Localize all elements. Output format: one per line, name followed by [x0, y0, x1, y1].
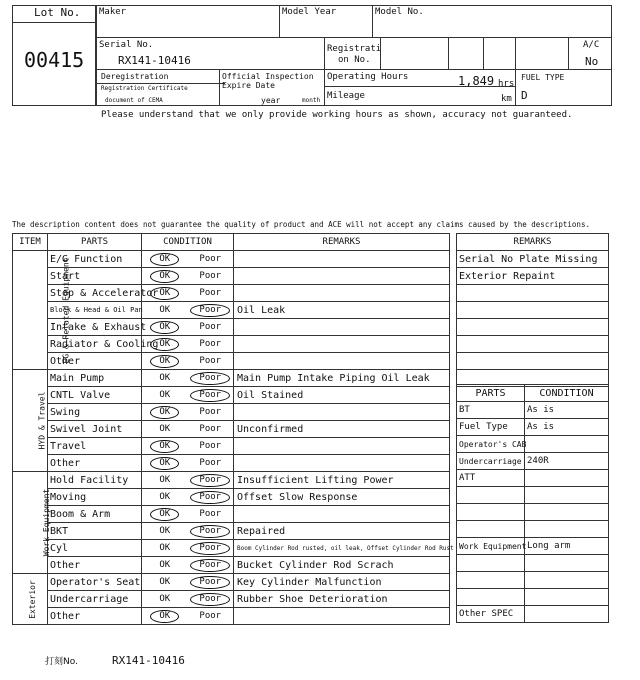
condition-row [13, 251, 450, 268]
item-group-name: Work Equipment [42, 488, 52, 557]
condition-row [13, 455, 450, 472]
parts-row [457, 487, 609, 504]
part-name: Other [48, 353, 142, 370]
remark-text: Insufficient Lifting Power [234, 472, 450, 489]
parts-header: PARTS [48, 234, 142, 251]
remark-text: Boom Cylinder Rod rusted, oil leak, Offset Cylinder Rod Rust [234, 540, 450, 557]
ok-option: OK [159, 559, 171, 570]
condition-row [13, 472, 450, 489]
ok-option: OK [159, 423, 171, 434]
ok-option: OK [159, 593, 171, 604]
condition-row [13, 285, 450, 302]
parts-row [457, 572, 609, 589]
part-name: Swivel Joint [48, 421, 142, 438]
remarks-table [456, 233, 609, 387]
remark-text: Offset Slow Response [234, 489, 450, 506]
parts-name-cell [457, 521, 525, 538]
parts-name-cell: Fuel Type [457, 419, 525, 436]
parts-condition-cell [525, 487, 609, 504]
ok-cell [142, 608, 188, 625]
part-name: Other [48, 455, 142, 472]
condition-row [13, 540, 450, 557]
mileage-label: Mileage [327, 91, 365, 101]
ok-cell [142, 472, 188, 489]
deregistration-label: Deregistration [101, 72, 169, 81]
remark-text [234, 438, 450, 455]
remark-text [234, 251, 450, 268]
condition-row [13, 404, 450, 421]
working-hours-note: Please understand that we only provide working hours as shown, accuracy not guaranteed. [101, 110, 573, 120]
remarks-cell: Serial No Plate Missing [457, 251, 609, 268]
part-name: Operator's Seat [48, 574, 142, 591]
condition-row [13, 370, 450, 387]
poor-option: Poor [199, 321, 222, 332]
parts-table [456, 384, 609, 623]
poor-cell [188, 438, 234, 455]
remarks-cell [457, 302, 609, 319]
condition-row [13, 268, 450, 285]
ok-cell [142, 387, 188, 404]
item-group-label [13, 370, 48, 472]
poor-circled: Poor [190, 593, 230, 606]
parts-name-cell: ATT [457, 470, 525, 487]
condition-table [12, 233, 454, 625]
condition-row [13, 557, 450, 574]
ok-cell [142, 251, 188, 268]
remarks-row [457, 251, 609, 268]
ok-option: OK [159, 525, 171, 536]
ok-cell [142, 557, 188, 574]
registration-no-label-line2: on No. [338, 55, 371, 65]
poor-cell [188, 251, 234, 268]
remark-text: Repaired [234, 523, 450, 540]
remarks-header: REMARKS [234, 234, 450, 251]
serial-no-value: RX141-10416 [118, 54, 191, 67]
serial-no-label: Serial No. [99, 40, 154, 50]
condition-table-header [13, 234, 450, 251]
ok-circled: OK [150, 610, 179, 623]
poor-cell [188, 608, 234, 625]
remark-text [234, 608, 450, 625]
poor-circled: Poor [190, 474, 230, 487]
ok-cell [142, 574, 188, 591]
condition-row [13, 302, 450, 319]
ok-option: OK [159, 542, 171, 553]
poor-cell [188, 370, 234, 387]
remarks-row [457, 285, 609, 302]
condition-row [13, 353, 450, 370]
parts-table-condition-header: CONDITION [525, 385, 609, 402]
poor-cell [188, 489, 234, 506]
disclaimer-text: The description content does not guarantee the quality of product and ACE will not accept any claims caused by the descriptions. [12, 220, 590, 229]
part-name: Undercarriage [48, 591, 142, 608]
parts-row [457, 538, 609, 555]
poor-circled: Poor [190, 576, 230, 589]
parts-table-parts-header: PARTS [457, 385, 525, 402]
parts-row [457, 402, 609, 419]
ok-cell [142, 370, 188, 387]
poor-option: Poor [199, 423, 222, 434]
part-name: Hold Facility [48, 472, 142, 489]
item-group-name: Exterior [27, 579, 37, 619]
condition-row [13, 387, 450, 404]
item-group-label [13, 574, 48, 625]
ok-option: OK [159, 491, 171, 502]
poor-cell [188, 421, 234, 438]
remarks-cell: Exterior Repaint [457, 268, 609, 285]
part-name: Cyl [48, 540, 142, 557]
condition-row [13, 608, 450, 625]
operating-hours-label: Operating Hours [327, 72, 409, 82]
parts-row [457, 453, 609, 470]
ac-value: No [585, 55, 599, 68]
ok-cell [142, 591, 188, 608]
part-name: Main Pump [48, 370, 142, 387]
condition-row [13, 319, 450, 336]
poor-cell [188, 540, 234, 557]
ok-circled: OK [150, 508, 179, 521]
poor-circled: Poor [190, 542, 230, 555]
condition-row [13, 421, 450, 438]
km-unit: km [501, 94, 512, 104]
remark-text: Oil Leak [234, 302, 450, 319]
remarks-cell [457, 285, 609, 302]
poor-option: Poor [199, 406, 222, 417]
remarks-row [457, 353, 609, 370]
poor-cell [188, 472, 234, 489]
item-group-name: EG & Related Equipment [61, 257, 71, 363]
parts-name-cell [457, 487, 525, 504]
year-label: year [261, 96, 281, 105]
parts-row [457, 555, 609, 572]
parts-name-cell: Work Equipment [457, 538, 525, 555]
remark-text: Oil Stained [234, 387, 450, 404]
poor-cell [188, 268, 234, 285]
poor-cell [188, 591, 234, 608]
ok-cell [142, 506, 188, 523]
official-inspection-label: Official Inspection [222, 72, 314, 81]
parts-row [457, 504, 609, 521]
ok-cell [142, 421, 188, 438]
poor-option: Poor [199, 457, 222, 468]
operating-hours-value: 1,849 [458, 74, 495, 88]
registration-certificate-label: Registration Certificate [101, 85, 188, 92]
remark-text [234, 319, 450, 336]
parts-condition-cell [525, 504, 609, 521]
poor-option: Poor [199, 440, 222, 451]
parts-name-cell: Undercarriage [457, 453, 525, 470]
parts-condition-cell [525, 436, 609, 453]
parts-condition-cell: Long arm [525, 538, 609, 555]
poor-circled: Poor [190, 372, 230, 385]
ok-cell [142, 489, 188, 506]
part-name: Other [48, 557, 142, 574]
part-name: E/G Function [48, 251, 142, 268]
parts-row [457, 470, 609, 487]
stamp-no-value: RX141-10416 [112, 654, 185, 667]
ok-cell [142, 540, 188, 557]
parts-row [457, 436, 609, 453]
maker-label: Maker [99, 7, 127, 17]
poor-cell [188, 319, 234, 336]
item-header: ITEM [13, 234, 48, 251]
ok-circled: OK [150, 253, 179, 266]
part-name: Swing [48, 404, 142, 421]
ok-circled: OK [150, 355, 179, 368]
hrs-unit: hrs [498, 79, 515, 89]
parts-condition-cell [525, 606, 609, 623]
ok-circled: OK [150, 457, 179, 470]
parts-condition-cell: As is [525, 419, 609, 436]
poor-circled: Poor [190, 389, 230, 402]
remark-text [234, 353, 450, 370]
poor-cell [188, 336, 234, 353]
ok-circled: OK [150, 440, 179, 453]
poor-option: Poor [199, 287, 222, 298]
fuel-type-label: FUEL TYPE [521, 73, 565, 82]
poor-option: Poor [199, 270, 222, 281]
ok-circled: OK [150, 338, 179, 351]
document-of-cema-label: document of CEMA [105, 97, 163, 104]
parts-name-cell [457, 504, 525, 521]
fuel-type-value: D [521, 89, 528, 102]
remark-text [234, 506, 450, 523]
remarks-row [457, 302, 609, 319]
poor-circled: Poor [190, 525, 230, 538]
parts-name-cell: Operator's CAB [457, 436, 525, 453]
ok-option: OK [159, 389, 171, 400]
ok-option: OK [159, 576, 171, 587]
part-name: Travel [48, 438, 142, 455]
poor-option: Poor [199, 610, 222, 621]
part-name: Block & Head & Oil Pan [48, 302, 142, 319]
part-name: Other [48, 608, 142, 625]
ok-option: OK [159, 372, 171, 383]
ok-option: OK [159, 474, 171, 485]
poor-option: Poor [199, 253, 222, 264]
condition-row [13, 506, 450, 523]
month-label: month [302, 97, 321, 104]
remarks-cell [457, 319, 609, 336]
model-no-label: Model No. [375, 7, 424, 17]
lot-no-value: 00415 [24, 48, 85, 72]
parts-name-cell: BT [457, 402, 525, 419]
part-name: BKT [48, 523, 142, 540]
part-name: Radiator & Cooling [48, 336, 142, 353]
remark-text [234, 268, 450, 285]
poor-cell [188, 285, 234, 302]
remarks-cell [457, 353, 609, 370]
parts-name-cell [457, 555, 525, 572]
poor-option: Poor [199, 355, 222, 366]
item-group-name: HYD & Travel [37, 391, 47, 450]
ac-label: A/C [583, 40, 600, 50]
part-name: Moving [48, 489, 142, 506]
condition-row [13, 438, 450, 455]
parts-condition-cell [525, 521, 609, 538]
parts-row [457, 419, 609, 436]
poor-cell [188, 523, 234, 540]
poor-cell [188, 387, 234, 404]
ok-circled: OK [150, 287, 179, 300]
ok-cell [142, 302, 188, 319]
part-name: Intake & Exhaust [48, 319, 142, 336]
parts-row [457, 606, 609, 623]
condition-row [13, 336, 450, 353]
parts-name-cell [457, 572, 525, 589]
part-name: Stop & Accelerator [48, 285, 142, 302]
poor-cell [188, 574, 234, 591]
remarks-row [457, 319, 609, 336]
remark-text: Key Cylinder Malfunction [234, 574, 450, 591]
condition-row [13, 591, 450, 608]
poor-option: Poor [199, 508, 222, 519]
parts-condition-cell [525, 589, 609, 606]
condition-row [13, 574, 450, 591]
parts-condition-cell [525, 572, 609, 589]
remarks-row [457, 336, 609, 353]
ok-cell [142, 268, 188, 285]
ok-cell [142, 319, 188, 336]
remark-text: Bucket Cylinder Rod Scrach [234, 557, 450, 574]
remarks-table-header: REMARKS [457, 234, 609, 251]
parts-condition-cell: 240R [525, 453, 609, 470]
remarks-row [457, 268, 609, 285]
poor-cell [188, 455, 234, 472]
remark-text [234, 336, 450, 353]
expire-date-label: Expire Date [222, 81, 275, 90]
remark-text [234, 285, 450, 302]
registration-no-label-line1: Registrati [327, 44, 382, 54]
poor-cell [188, 302, 234, 319]
condition-header: CONDITION [142, 234, 234, 251]
ok-cell [142, 404, 188, 421]
lot-no-label: Lot No. [34, 6, 81, 19]
parts-condition-cell [525, 470, 609, 487]
parts-name-cell [457, 589, 525, 606]
part-name: Boom & Arm [48, 506, 142, 523]
poor-option: Poor [199, 338, 222, 349]
poor-cell [188, 404, 234, 421]
remarks-cell [457, 336, 609, 353]
ok-cell [142, 438, 188, 455]
poor-cell [188, 353, 234, 370]
ok-cell [142, 523, 188, 540]
ok-cell [142, 455, 188, 472]
condition-row [13, 489, 450, 506]
poor-circled: Poor [190, 304, 230, 317]
remark-text: Main Pump Intake Piping Oil Leak [234, 370, 450, 387]
item-group-label [13, 472, 52, 574]
poor-circled: Poor [190, 559, 230, 572]
poor-circled: Poor [190, 491, 230, 504]
remark-text: Rubber Shoe Deterioration [234, 591, 450, 608]
remark-text [234, 404, 450, 421]
stamp-no-label: 打刻No. [45, 657, 78, 667]
ok-circled: OK [150, 321, 179, 334]
parts-row [457, 589, 609, 606]
poor-cell [188, 506, 234, 523]
model-year-label: Model Year [282, 7, 337, 17]
part-name: CNTL Valve [48, 387, 142, 404]
remark-text: Unconfirmed [234, 421, 450, 438]
parts-row [457, 521, 609, 538]
remark-text [234, 455, 450, 472]
ok-circled: OK [150, 406, 179, 419]
parts-condition-cell: As is [525, 402, 609, 419]
part-name: Start [48, 268, 142, 285]
poor-cell [188, 557, 234, 574]
ok-cell [142, 353, 188, 370]
condition-row [13, 523, 450, 540]
parts-condition-cell [525, 555, 609, 572]
ok-circled: OK [150, 270, 179, 283]
ok-option: OK [159, 304, 171, 315]
parts-name-cell: Other SPEC [457, 606, 525, 623]
